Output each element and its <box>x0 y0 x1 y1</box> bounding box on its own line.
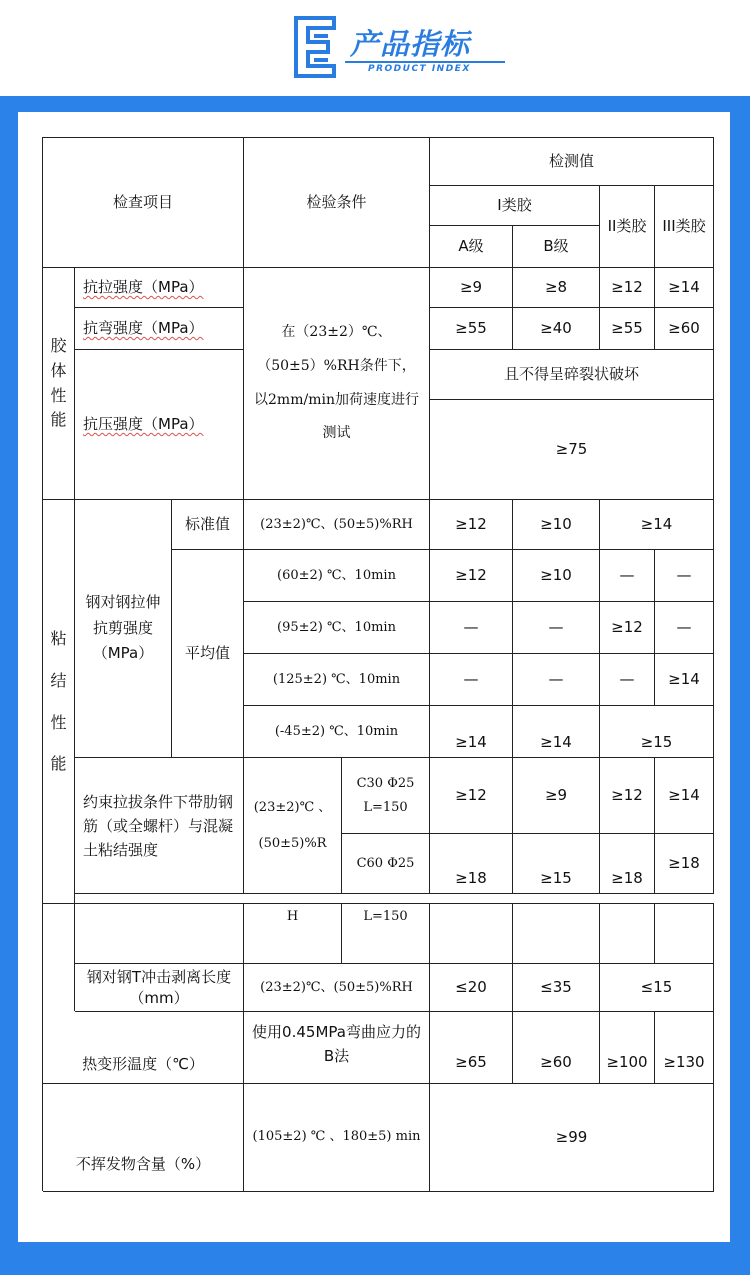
row-compress-text: 抗压强度（MPa） <box>83 415 204 434</box>
vm45-a: ≥14 <box>430 706 513 758</box>
tensile-b: ≥8 <box>513 268 600 308</box>
bend-class-2: ≥55 <box>600 308 655 350</box>
row-compress-label <box>75 350 244 500</box>
bend-class-3: ≥60 <box>655 308 714 350</box>
tensile-class-3: ≥14 <box>655 268 714 308</box>
row-tensile-label <box>75 268 244 308</box>
row-shear-label <box>75 500 172 758</box>
continuation-blank <box>75 904 244 964</box>
tensile-class-2: ≥12 <box>600 268 655 308</box>
spec-card <box>18 112 730 1242</box>
v95-class-3: — <box>655 602 714 654</box>
row-hdt-label: 热变形温度（℃） <box>43 1012 244 1084</box>
pullout-condition-h: H <box>244 904 342 964</box>
page-title: 产品指标 <box>350 27 471 61</box>
header-grade-b: B级 <box>513 226 600 268</box>
std-b: ≥10 <box>513 500 600 550</box>
hdt-condition: 使用0.45MPa弯曲应力的B法 <box>244 1012 430 1084</box>
row-standard-value: 标准值 <box>172 500 244 550</box>
page-header <box>0 0 750 96</box>
v60-b: ≥10 <box>513 550 600 602</box>
c60-a: ≥18 <box>430 834 513 894</box>
row-average-value: 平均值 <box>172 550 244 758</box>
peel-condition: (23±2)℃、(50±5)%RH <box>244 964 430 1012</box>
v60-class-2: — <box>600 550 655 602</box>
v95-class-2: ≥12 <box>600 602 655 654</box>
c60-class-2: ≥18 <box>600 834 655 894</box>
group-bond-performance: 粘结性能 <box>43 500 75 904</box>
cond-minus-45: (-45±2) ℃、10min <box>244 706 430 758</box>
v125-class-2: — <box>600 654 655 706</box>
row-bend-label <box>75 308 244 350</box>
header-class-1: I类胶 <box>430 186 600 226</box>
header-condition: 检验条件 <box>244 138 430 268</box>
hdt-class-3: ≥130 <box>655 1012 714 1084</box>
cond-c60-length: L=150 <box>342 904 430 964</box>
tensile-a: ≥9 <box>430 268 513 308</box>
page-subtitle: PRODUCT INDEX <box>368 64 471 74</box>
peel-class-2-3: ≤15 <box>600 964 714 1012</box>
pullout-condition: (23±2)℃ 、 (50±5)%R <box>244 758 342 894</box>
continuation-class-3 <box>655 904 714 964</box>
cond-c30: C30 Φ25 L=150 <box>342 758 430 834</box>
row-pullout-label: 约束拉拔条件下带肋钢筋（或全螺杆）与混凝土粘结强度 <box>75 758 244 894</box>
row-nonvolatile-label: 不挥发物含量（%） <box>43 1084 244 1192</box>
hdt-a: ≥65 <box>430 1012 513 1084</box>
c30-a: ≥12 <box>430 758 513 834</box>
cond-c60: C60 Φ25 <box>342 834 430 894</box>
header-class-2: II类胶 <box>600 186 655 268</box>
nonvolatile-value: ≥99 <box>430 1084 714 1192</box>
c30-class-3: ≥14 <box>655 758 714 834</box>
row-peel-label: 钢对钢T冲击剥离长度（mm） <box>75 964 244 1012</box>
continuation-b <box>513 904 600 964</box>
row-shear-text: 钢对钢拉伸抗剪强度（MPa） <box>85 593 161 663</box>
peel-b: ≤35 <box>513 964 600 1012</box>
std-condition: (23±2)℃、(50±5)%RH <box>244 500 430 550</box>
continuation-class-2 <box>600 904 655 964</box>
v125-b: — <box>513 654 600 706</box>
c30-class-2: ≥12 <box>600 758 655 834</box>
vm45-b: ≥14 <box>513 706 600 758</box>
header-value: 检测值 <box>430 138 714 186</box>
bend-a: ≥55 <box>430 308 513 350</box>
hdt-b: ≥60 <box>513 1012 600 1084</box>
cond-60: (60±2) ℃、10min <box>244 550 430 602</box>
peel-a: ≤20 <box>430 964 513 1012</box>
bend-no-break: 且不得呈碎裂状破坏 <box>430 350 714 400</box>
hdt-class-2: ≥100 <box>600 1012 655 1084</box>
c60-b: ≥15 <box>513 834 600 894</box>
cond-95: (95±2) ℃、10min <box>244 602 430 654</box>
compress-value: ≥75 <box>430 400 714 500</box>
vm45-class-2-3: ≥15 <box>600 706 714 758</box>
c60-class-3: ≥18 <box>655 834 714 894</box>
blue-frame <box>0 96 750 1275</box>
std-class-2-3: ≥14 <box>600 500 714 550</box>
v60-a: ≥12 <box>430 550 513 602</box>
v125-class-3: ≥14 <box>655 654 714 706</box>
v125-a: — <box>430 654 513 706</box>
cond-125: (125±2) ℃、10min <box>244 654 430 706</box>
continuation-a <box>430 904 513 964</box>
group-body-performance: 胶体性能 <box>43 268 75 500</box>
bend-b: ≥40 <box>513 308 600 350</box>
std-a: ≥12 <box>430 500 513 550</box>
v60-class-3: — <box>655 550 714 602</box>
row-bend-text: 抗弯强度（MPa） <box>83 319 204 338</box>
v95-b: — <box>513 602 600 654</box>
header-item: 检查项目 <box>43 138 244 268</box>
header-class-3: III类胶 <box>655 186 714 268</box>
row-tensile-text: 抗拉强度（MPa） <box>83 278 204 297</box>
c30-b: ≥9 <box>513 758 600 834</box>
v95-a: — <box>430 602 513 654</box>
e-logo-icon <box>292 14 338 80</box>
title-underline <box>345 61 505 63</box>
body-condition: 在（23±2）℃、（50±5）%RH条件下，以2mm/min加荷速度进行测试 <box>244 268 430 500</box>
nonvolatile-condition: (105±2) ℃ 、180±5) min <box>244 1084 430 1192</box>
header-grade-a: A级 <box>430 226 513 268</box>
